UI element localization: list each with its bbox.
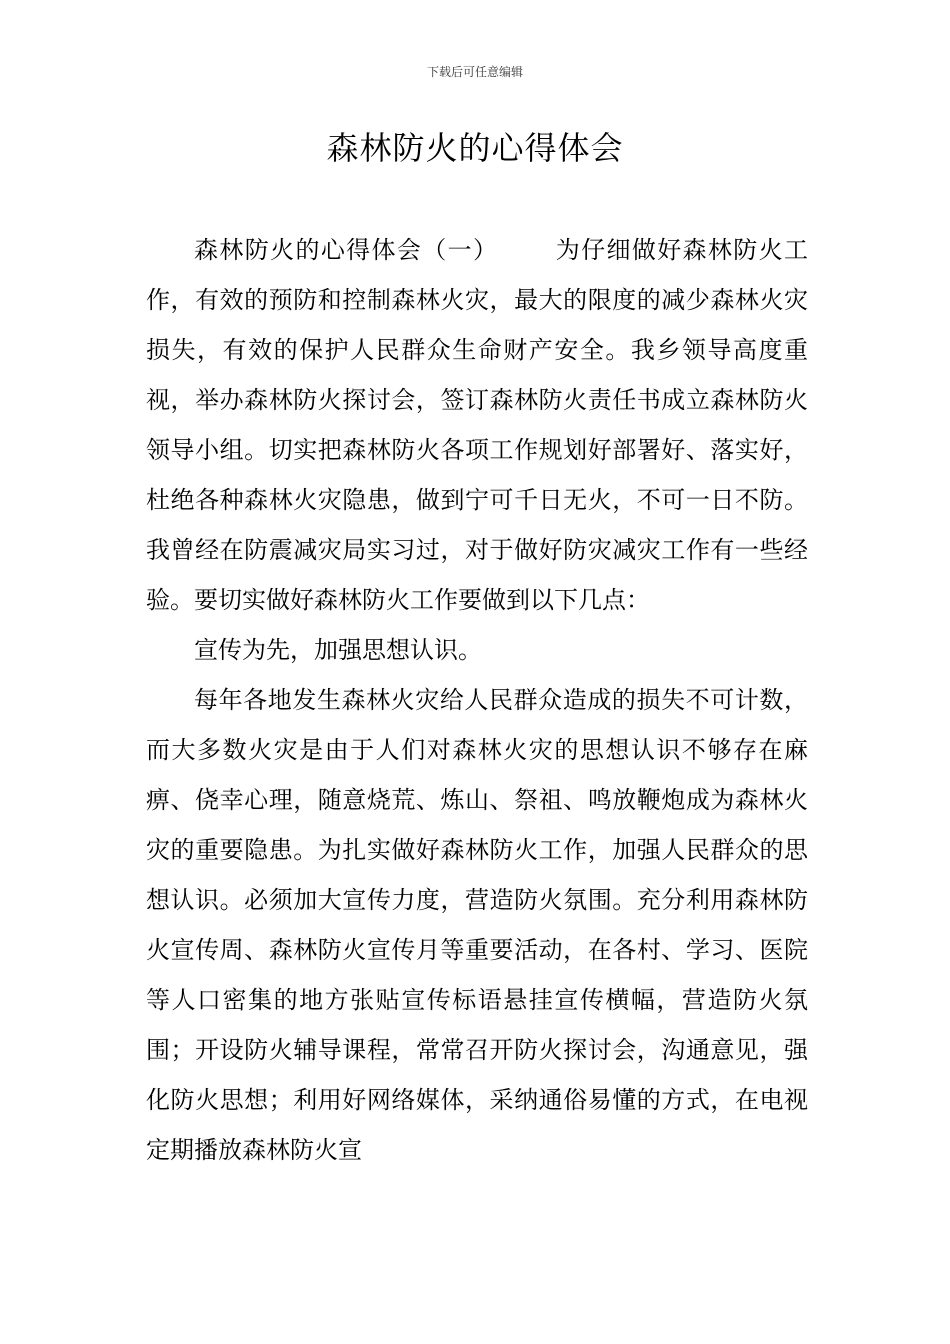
document-body — [146, 225, 808, 1175]
paragraph-3: 每年各地发生森林火灾给人民群众造成的损失不可计数，而大多数火灾是由于人们对森林火灾的思想认识不够存在麻痹、侥幸心理，随意烧荒、炼山、祭祖、鸣放鞭炮成为森林火灾的重要隐患。为扎实做好森林防火工作，加强人民群众的思想认识。必须加大宣传力度，营造防火氛围。充分利用森林防火宣传周、森林防火宣传月等重要活动，在各村、学习、医院等人口密集的地方张贴宣传标语悬挂宣传横幅，营造防火氛围；开设防火辅导课程，常常召开防火探讨会，沟通意见，强化防火思想；利用好网络媒体，采纳通俗易懂的方式，在电视定期播放森林防火宣 — [146, 686, 808, 1164]
paragraph-2: 宣传为先，加强思想认识。 — [194, 636, 482, 664]
paragraph-1 — [146, 225, 808, 625]
document-title: 森林防火的心得体会 — [326, 129, 624, 167]
paragraph-1-text: 为仔细做好森林防火工作，有效的预防和控制森林火灾，最大的限度的减少森林火灾损失，有效的保护人民群众生命财产安全。我乡领导高度重视，举办森林防火探讨会，签订森林防火责任书成立森林防火领导小组。切实把森林防火各项工作规划好部署好、落实好，杜绝各种森林火灾隐患，做到宁可千日无火，不可一日不防。我曾经在防震减灾局实习过，对于做好防灾减灾工作有一些经验。要切实做好森林防火工作要做到以下几点： — [146, 236, 809, 614]
header-note: 下载后可任意编辑 — [426, 65, 523, 79]
paragraph-1-lead: 森林防火的心得体会（一） — [194, 236, 499, 264]
